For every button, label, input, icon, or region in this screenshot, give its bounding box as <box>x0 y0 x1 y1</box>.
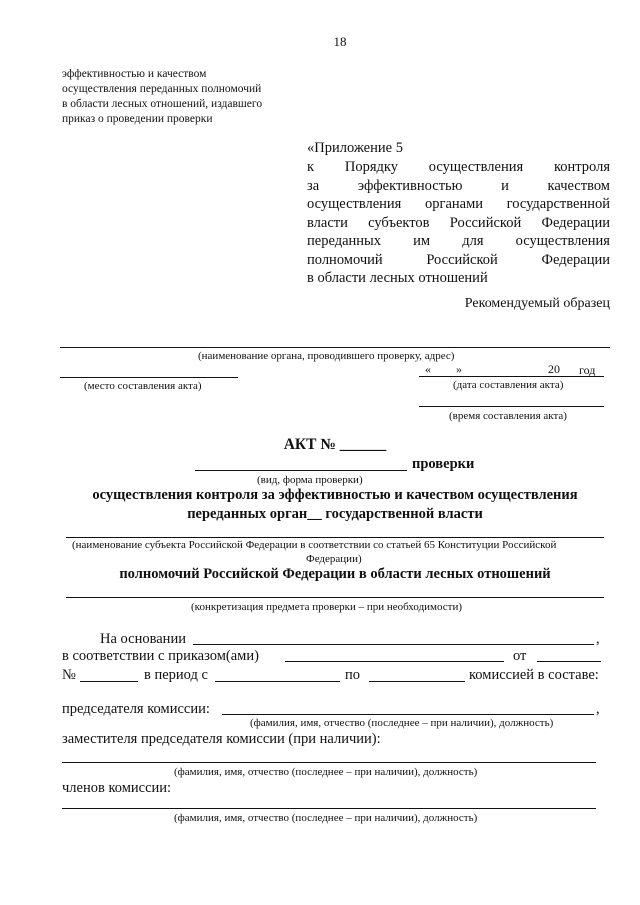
members-caption: (фамилия, имя, отчество (последнее – при наличии), должность) <box>174 812 478 824</box>
page-number: 18 <box>333 34 347 49</box>
place-line[interactable] <box>60 377 238 378</box>
appendix-line: власти субъектов Российской Федерации <box>307 214 610 231</box>
date-year-prefix: 20 <box>548 362 560 376</box>
recommended-sample-label: Рекомендуемый образец <box>464 296 610 311</box>
appendix-line: полномочий Российской Федерации <box>307 251 610 268</box>
number-label: № <box>62 667 76 683</box>
deputy-line[interactable] <box>62 762 596 763</box>
chairman-comma: , <box>596 701 600 717</box>
header-line: приказ о проведении проверки <box>62 113 213 125</box>
subtitle-line-2: переданных орган__ государственной власти <box>187 506 483 522</box>
date-caption: (дата составления акта) <box>453 379 564 391</box>
concretization-caption: (конкретизация предмета проверки – при необходимости) <box>191 601 463 613</box>
header-line: осуществления переданных полномочий <box>62 83 262 95</box>
order-line[interactable] <box>285 661 504 662</box>
date-close-quote: » <box>456 362 462 376</box>
period-label: в период с <box>144 667 208 683</box>
header-line: эффективностью и качеством <box>62 68 207 80</box>
check-type-caption: (вид, форма проверки) <box>257 474 363 486</box>
subject-line[interactable] <box>66 537 604 538</box>
period-start-line[interactable] <box>215 681 340 682</box>
order-date-line[interactable] <box>537 661 601 662</box>
appendix-line: за эффективностью и качеством <box>307 177 610 194</box>
concretization-line[interactable] <box>66 597 604 598</box>
period-end-line[interactable] <box>369 681 465 682</box>
org-caption: (наименование органа, проводившего проверку, адрес) <box>198 350 455 362</box>
place-caption: (место составления акта) <box>84 380 202 392</box>
deputy-caption: (фамилия, имя, отчество (последнее – при наличии), должность) <box>174 766 478 778</box>
check-word: проверки <box>412 456 475 472</box>
act-title: АКТ № ______ <box>283 436 387 453</box>
to-label: по <box>345 667 361 683</box>
subject-caption-line-1: (наименование субъекта Российской Федерации в соответствии со статьей 65 Конституции Российской <box>72 539 557 551</box>
members-line[interactable] <box>62 808 596 809</box>
basis-comma: , <box>596 631 600 647</box>
date-open-quote: « <box>425 362 431 376</box>
chairman-caption: (фамилия, имя, отчество (последнее – при наличии), должность) <box>250 717 554 729</box>
appendix-line: переданных им для осуществления <box>307 233 610 249</box>
date-line[interactable] <box>419 376 604 377</box>
subject-caption-line-2: Федерации) <box>306 553 362 565</box>
appendix-body <box>307 158 610 288</box>
header-line: в области лесных отношений, издавшего <box>62 98 263 110</box>
chairman-label: председателя комиссии: <box>62 701 210 717</box>
from-label: от <box>513 648 527 664</box>
date-year-suffix: год <box>579 363 596 377</box>
appendix-title: «Приложение 5 <box>307 140 403 156</box>
time-caption: (время составления акта) <box>449 410 567 422</box>
basis-line[interactable] <box>193 644 594 645</box>
appendix-line: в области лесных отношений <box>307 270 488 286</box>
deputy-label: заместителя председателя комиссии (при наличии): <box>62 731 381 747</box>
org-name-line[interactable] <box>60 347 610 348</box>
basis-label: На основании <box>100 631 186 647</box>
members-label: членов комиссии: <box>62 780 172 796</box>
subtitle-line-1: осуществления контроля за эффективностью и качеством осуществления <box>92 487 578 503</box>
powers-line: полномочий Российской Федерации в области лесных отношений <box>119 566 551 582</box>
chairman-line[interactable] <box>222 714 594 715</box>
commission-label: комиссией в составе: <box>469 667 599 683</box>
order-label: в соответствии с приказом(ами) <box>62 648 259 664</box>
check-type-line[interactable] <box>195 470 407 471</box>
appendix-line: осуществления органами государственной <box>307 196 610 212</box>
appendix-line: к Порядку осуществления контроля <box>307 159 610 175</box>
time-line[interactable] <box>419 406 604 407</box>
header-left-block <box>62 67 262 127</box>
number-line[interactable] <box>80 681 138 682</box>
